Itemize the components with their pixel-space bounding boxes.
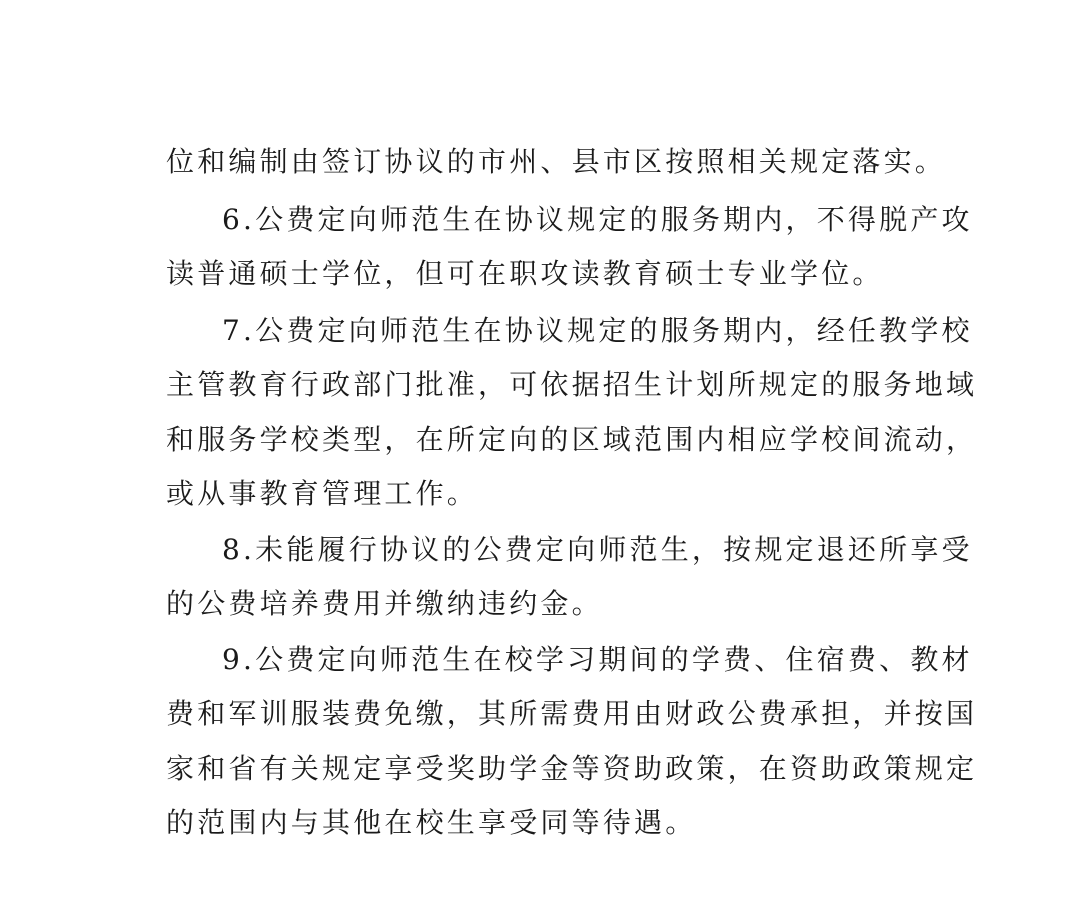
text-line: 的范围内与其他在校生享受同等待遇。 [166,806,697,839]
text-line: 家和省有关规定享受奖助学金等资助政策，在资助政策规定 [166,752,978,785]
text-line: 费和军训服装费免缴，其所需费用由财政公费承担，并按国 [166,697,978,730]
text-line: 的公费培养费用并缴纳违约金。 [166,587,603,620]
text-line: 7.公费定向师范生在协议规定的服务期内，经任教学校 [222,314,973,347]
text-line: 读普通硕士学位，但可在职攻读教育硕士专业学位。 [166,257,884,290]
text-line: 和服务学校类型，在所定向的区域范围内相应学校间流动， [166,423,978,456]
text-line: 主管教育行政部门批准，可依据招生计划所规定的服务地域 [166,368,978,401]
text-line: 或从事教育管理工作。 [166,477,479,510]
text-line: 位和编制由签订协议的市州、县市区按照相关规定落实。 [166,145,947,178]
text-line: 9.公费定向师范生在校学习期间的学费、住宿费、教材 [222,643,973,676]
text-line: 6.公费定向师范生在协议规定的服务期内，不得脱产攻 [222,203,973,236]
text-line: 8.未能履行协议的公费定向师范生，按规定退还所享受 [222,533,973,566]
